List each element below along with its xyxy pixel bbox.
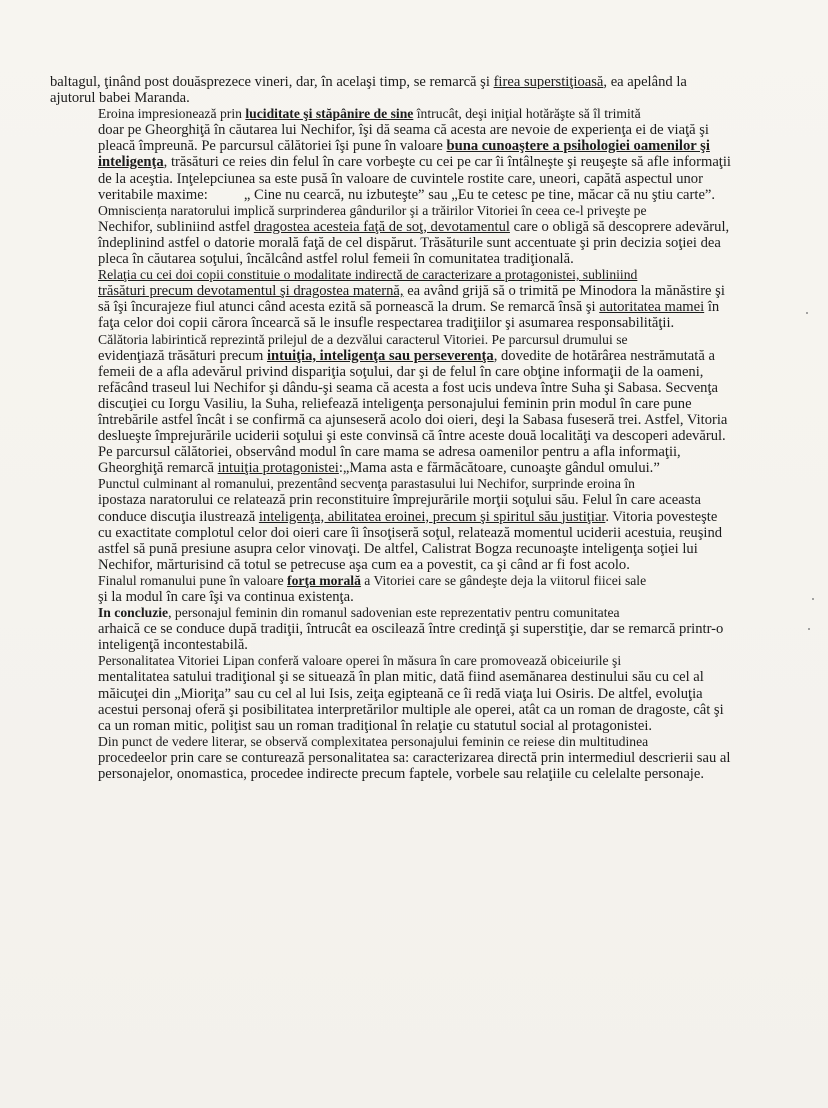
paragraph-4: [50, 267, 786, 331]
text-run: pleacă împreună. Pe parcursul călătoriei îşi pune în valoare: [98, 138, 447, 155]
text-run: personajelor, onomastica, procedee indirecte precum faptele, vorbele sau relaţiile cu celelalte personaje.: [98, 766, 704, 783]
text-run: , dovedite de hotărârea nestrămutată a: [493, 347, 715, 364]
text-line: [50, 364, 786, 380]
text-line: [50, 203, 786, 219]
paragraph-7: [50, 573, 786, 605]
text-line: [50, 621, 786, 637]
text-run: întrucât, deşi iniţial hotărăşte să îl trimită: [413, 106, 641, 122]
text-line: [50, 332, 786, 348]
text-line: [50, 605, 786, 621]
text-run: faţa celor doi copii cărora încearcă să le insufle respectarea tradiţiilor şi asumarea responsabilităţii.: [98, 315, 675, 332]
text-run: evidenţiază trăsături precum: [98, 347, 267, 364]
text-run: veritabile maxime:: [98, 186, 208, 203]
text-run: ipostaza naratorului ce relatează prin reconstituire împrejurările morţii soţului său. Felul în care aceasta: [98, 492, 701, 509]
text-line: [50, 637, 786, 653]
text-run: „ Cine nu cearcă, nu izbuteşte” sau „Eu te cetesc pe tine, măcar că nu ştiu carte”.: [243, 186, 716, 203]
text-line: [50, 348, 786, 364]
text-run: Pe parcursul călătoriei, observând modul în care mama se adresa oamenilor pentru a afla informaţii,: [98, 444, 681, 461]
underlined-phrase: autoritatea mamei: [599, 299, 705, 316]
text-run: a Vitoriei care se gândeşte deja la viitorul fiicei sale: [360, 572, 647, 588]
paragraph-9: [50, 653, 786, 733]
text-line: [50, 315, 786, 331]
paragraph-8-conclusion: [50, 605, 786, 653]
underlined-bold-phrase: intuiţia, inteligenţa sau perseverenţa: [266, 347, 494, 364]
text-run: cu exactitate complotul celor doi oieri care îi însoţiseră soţul, relatează momentul uciderii acestuia, reuşind: [98, 524, 723, 541]
text-run: , trăsături ce reies din felul în care vorbeşte cu cei pe car îi întâlneşte şi reuşeşte să afle informaţii: [163, 154, 731, 171]
text-run: Omnisciența naratorului implică surprinderea gândurilor şi a trăirilor Vitoriei în ceea ce-l priveşte pe: [98, 202, 647, 218]
text-run: Nechifor, mărturisind că totul se petrecuse aşa cum ea a povestit, ca şi când ar fi fost acolo.: [98, 556, 630, 573]
text-run: discuţiei cu Iorgu Vasiliu, la Suha, reliefează inteligenţa personajului feminin prin modul în care pune: [98, 395, 692, 412]
text-line: [50, 380, 786, 396]
document-body: [50, 74, 786, 782]
text-run: ajutorul babei Maranda.: [50, 90, 190, 107]
text-line: [50, 251, 786, 267]
text-line: [50, 412, 786, 428]
text-line: [50, 509, 786, 525]
scan-speck: [806, 312, 808, 314]
text-line: [50, 718, 786, 734]
text-run: , ea apelând la: [603, 74, 687, 90]
text-line: [50, 90, 786, 106]
text-line: [50, 428, 786, 444]
text-line: [50, 476, 786, 492]
text-run: ea având grijă să o trimită pe Minodora la mănăstire şi: [403, 283, 725, 300]
text-run: ca un roman mitic, poliţist sau un roman tradiţional în relaţie cu statutul social al protagonistei.: [98, 717, 653, 734]
text-line: [50, 766, 786, 782]
underlined-phrase: inteligenţa, abilitatea eroinei, precum şi spiritul său justiţiar: [258, 508, 606, 525]
text-line: [50, 460, 786, 476]
text-line: [50, 444, 786, 460]
text-run: Gheorghiţă remarcă: [98, 460, 218, 477]
text-run: mentalitatea satului tradiţional şi se situează în plan mitic, dată fiind asemănarea destinului său cu cel al: [98, 669, 704, 686]
text-line: [50, 187, 786, 203]
paragraph-2: [50, 106, 786, 203]
text-run: deslueşte împrejurările uciderii soţului şi este convinsă că între aceste două localităţi va descoperi adevărul.: [98, 428, 726, 445]
text-run: de la aceştia. Inţelepciunea sa este pusă în valoare de cuvintele rostite care, uneori, capătă aspectul unor: [98, 170, 703, 187]
text-run: îndeplinind astfel o datorie morală faţă de cel dispărut. Trăsăturile sunt accentuate şi prin decizia soţiei dea: [98, 234, 721, 251]
paragraph-5: [50, 332, 786, 477]
text-run: în: [704, 299, 720, 316]
text-run: acestui personaj oferă şi posibilitatea interpretărilor multiple ale operei, atât ca un roman de dragoste, cât şi: [98, 701, 724, 718]
text-line: [50, 686, 786, 702]
text-line: [50, 171, 786, 187]
text-run: măicuţei din „Mioriţa” sau cu cel al lui Isis, zeiţa egipteană ce îi redă viaţa lui Osiris. De altfel, evoluţia: [98, 685, 703, 702]
text-run: să îşi încurajeze fiul atunci când acesta ezită să pornească la drum. Se remarcă însă şi: [98, 299, 600, 316]
text-line: [50, 541, 786, 557]
text-run: . Vitoria povesteşte: [605, 508, 718, 525]
paragraph-6: [50, 476, 786, 573]
text-run: astfel să pună presiune asupra celor vinovaţi. De altfel, Calistrat Bogza recunoaşte inteligenţa soţiei lui: [98, 540, 698, 557]
text-run: inteligenţă incontestabilă.: [98, 637, 248, 654]
text-line: [50, 299, 786, 315]
text-run: Finalul romanului pune în valoare: [98, 572, 288, 588]
underlined-phrase: intuiţia protagonistei: [217, 460, 339, 477]
text-run: refăcând traseul lui Nechifor şi dându-şi seama că acesta a fost ucis undeva între Suha şi Sabasa. Secvenţa: [98, 379, 718, 396]
text-run: femeii de a afla adevărul privind dispariţia soţului, dar şi de felul în care obţine informaţii de la oameni,: [98, 363, 704, 380]
underlined-bold-phrase: luciditate şi stăpânire de sine: [245, 106, 414, 122]
text-run: Personalitatea Vitoriei Lipan conferă valoare operei în măsura în care promovează obiceiurile şi: [98, 653, 622, 669]
text-run: Călătoria labirintică reprezintă prilejul de a dezvălui caracterul Vitoriei. Pe parcursul drumului se: [98, 331, 628, 347]
text-line: [50, 750, 786, 766]
underlined-phrase: firea superstiţioasă: [493, 74, 604, 90]
text-run: care o obligă să descoprere adevărul,: [509, 218, 730, 235]
text-run: întrebările astfel încât i se confirmă ca ajunseseră acolo doi oieri, deşi la Sabasa fuseseră trei. Astfel, Vitoria: [98, 411, 728, 428]
underlined-bold-phrase: forţa morală: [287, 572, 361, 588]
text-run: procedeelor prin care se conturează personalitatea sa: caracterizarea directă prin intermediul descrierii sau al: [98, 749, 731, 766]
text-line: [50, 653, 786, 669]
underlined-phrase: trăsături precum devotamentul şi dragostea maternă,: [98, 283, 404, 300]
text-line: [50, 734, 786, 750]
underlined-bold-phrase: inteligenţa: [98, 154, 164, 171]
underlined-phrase: dragostea acesteia faţă de soţ, devotamentul: [253, 218, 510, 235]
text-line: [50, 283, 786, 299]
text-line: [50, 573, 786, 589]
text-run: pleca în căutarea soţului, încălcând astfel rolul femeii în comunitatea tradiţională.: [98, 251, 574, 268]
text-run: arhaică ce se conduce după tradiţii, întrucât ea oscilează între credinţă şi superstiţie, dar se remarcă printr-o: [98, 621, 724, 638]
text-line: [50, 557, 786, 573]
text-run: doar pe Gheorghiţă în căutarea lui Nechifor, îşi dă seama că acesta are nevoie de experienţa ei de viaţă şi: [98, 122, 709, 139]
text-line: [50, 138, 786, 154]
text-line: [50, 74, 786, 90]
text-run: Din punct de vedere literar, se observă complexitatea personajului feminin ce reiese din multitudinea: [98, 733, 649, 749]
text-run: Nechifor, subliniind astfel: [98, 218, 254, 235]
bold-phrase: In concluzie: [98, 605, 169, 621]
text-run: Punctul culminant al romanului, prezentând secvenţa parastasului lui Nechifor, surprinde eroina în: [98, 476, 635, 492]
text-line: [50, 154, 786, 170]
text-line: [50, 122, 786, 138]
underlined-phrase: Relaţia cu cei doi copii constituie o modalitate indirectă de caracterizare a protagonistei, subliniind: [98, 267, 638, 283]
text-line: [50, 492, 786, 508]
text-line: [50, 267, 786, 283]
text-run: baltagul, ţinând post douăsprezece vineri, dar, în acelaşi timp, se remarcă şi: [50, 74, 494, 90]
underlined-bold-phrase: buna cunoaştere a psihologiei oamenilor şi: [446, 138, 710, 155]
text-run: :„Mama asta e fărmăcătoare, cunoaşte gândul omului.”: [338, 460, 660, 477]
text-run: Eroina impresionează prin: [98, 106, 246, 122]
text-line: [50, 235, 786, 251]
text-line: [50, 396, 786, 412]
paragraph-1: [50, 74, 786, 106]
paragraph-3: [50, 203, 786, 267]
paragraph-10: [50, 734, 786, 782]
text-run: şi la modul în care îşi va continua existenţa.: [98, 589, 354, 605]
text-line: [50, 525, 786, 541]
text-line: [50, 702, 786, 718]
text-line: [50, 219, 786, 235]
text-line: [50, 669, 786, 685]
text-run: , personajul feminin din romanul sadovenian este reprezentativ pentru comunitatea: [168, 605, 620, 621]
scan-speck: [812, 598, 814, 600]
text-run: conduce discuţia ilustrează: [98, 508, 259, 525]
text-line: [50, 106, 786, 122]
scan-speck: [808, 628, 810, 630]
text-line: [50, 589, 786, 605]
